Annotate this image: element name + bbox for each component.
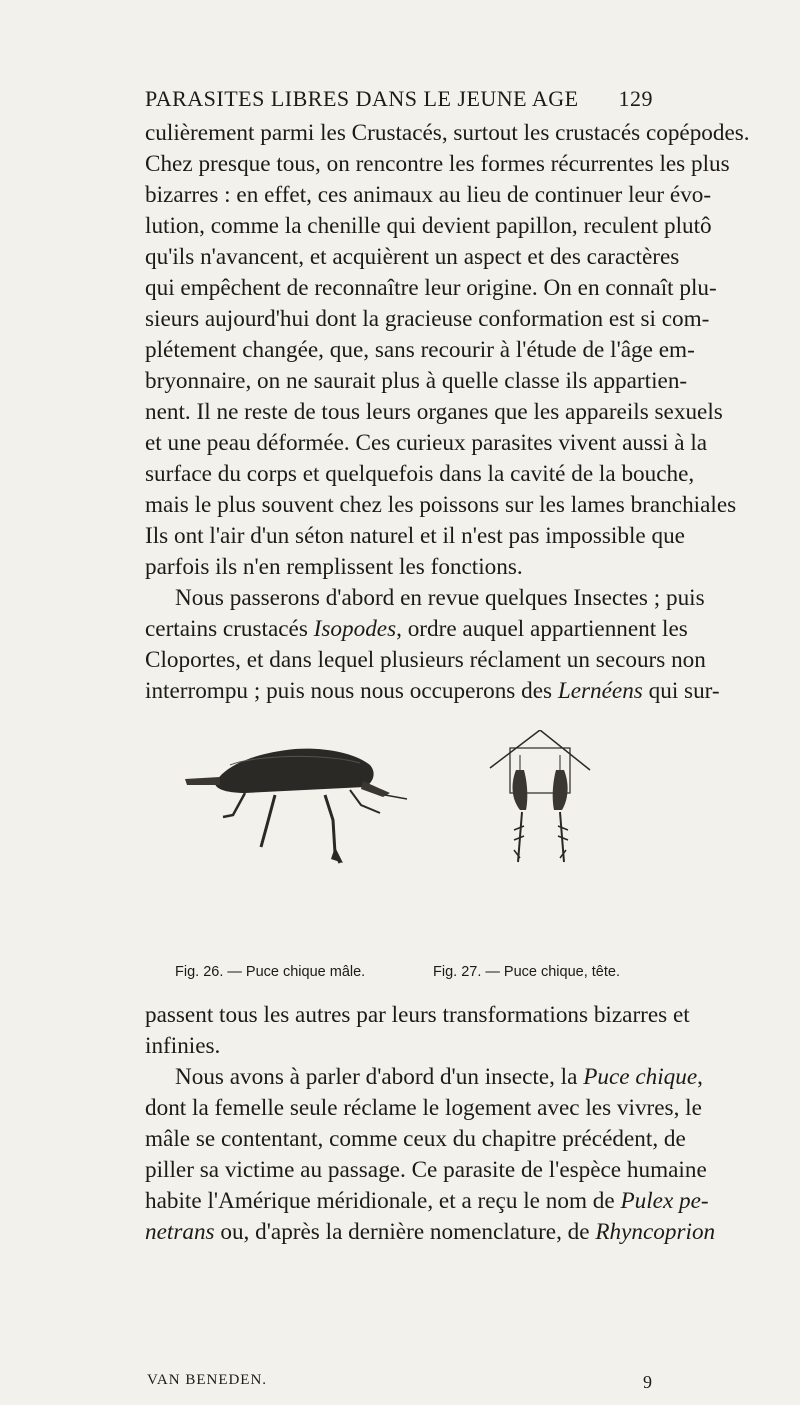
italic-term: Lernéens — [557, 678, 643, 704]
text-line: lution, comme la chenille qui devient papillon, reculent plutô — [145, 213, 712, 239]
page-number: 129 — [618, 86, 653, 111]
text-line: Nous passerons d'abord en revue quelques Insectes ; puis — [175, 585, 705, 611]
text-line: nent. Il ne reste de tous leurs organes que les appareils sexuels — [145, 399, 723, 425]
figure-27-flea-head — [480, 730, 600, 865]
text-line: mâle se contentant, comme ceux du chapitre précédent, de — [145, 1126, 686, 1152]
page-footer — [145, 1372, 653, 1396]
flea-head-illustration — [480, 730, 600, 865]
text-run: interrompu ; puis nous nous occuperons des — [145, 678, 558, 704]
text-line: Cloportes, et dans lequel plusieurs réclament un secours non — [145, 647, 706, 673]
text-run: habite l'Amérique méridionale, et a reçu le nom de — [145, 1188, 621, 1214]
text-line: qu'ils n'avancent, et acquièrent un aspect et des caractères — [145, 244, 680, 270]
text-line: plétement changée, que, sans recourir à l'étude de l'âge em- — [145, 337, 695, 363]
text-line: bizarres : en effet, ces animaux au lieu de continuer leur évo- — [145, 182, 712, 208]
text-line — [145, 614, 688, 645]
text-line: infinies. — [145, 1033, 221, 1059]
italic-term: Isopodes — [313, 616, 397, 642]
text-line: piller sa victime au passage. Ce parasite de l'espèce humaine — [145, 1157, 707, 1183]
text-line: culièrement parmi les Crustacés, surtout les crustacés copépodes. — [145, 120, 750, 146]
text-run: , — [697, 1064, 703, 1090]
text-line: passent tous les autres par leurs transformations bizarres et — [145, 1002, 690, 1028]
body-text-top — [145, 118, 750, 707]
text-line: parfois ils n'en remplissent les fonctions. — [145, 554, 523, 580]
text-line — [145, 1186, 709, 1217]
text-run: qui sur- — [642, 678, 720, 704]
body-text-bottom — [145, 1000, 716, 1248]
page-header — [145, 86, 653, 116]
figures-area — [145, 730, 653, 990]
running-title: PARASITES LIBRES DANS LE JEUNE AGE — [145, 86, 579, 111]
sheet-number: 9 — [643, 1372, 653, 1392]
text-line: qui empêchent de reconnaître leur origine. On en connaît plu- — [145, 275, 717, 301]
text-run: ou, d'après la dernière nomenclature, de — [214, 1219, 596, 1245]
italic-term: Rhyncoprion — [595, 1219, 716, 1245]
italic-term: Puce chique — [583, 1064, 698, 1090]
text-line: sieurs aujourd'hui dont la gracieuse conformation est si com- — [145, 306, 710, 332]
text-run: , ordre auquel appartiennent les — [396, 616, 688, 642]
figure-26-flea-male — [185, 735, 410, 865]
text-run: certains crustacés — [145, 616, 314, 642]
figure-27-caption: Fig. 27. — Puce chique, tête. — [433, 964, 620, 980]
flea-male-illustration — [185, 735, 410, 865]
text-line: dont la femelle seule réclame le logement avec les vivres, le — [145, 1095, 702, 1121]
text-line — [145, 1217, 716, 1248]
text-line — [145, 676, 720, 707]
text-line: surface du corps et quelquefois dans la cavité de la bouche, — [145, 461, 695, 487]
figure-26-caption: Fig. 26. — Puce chique mâle. — [175, 964, 366, 980]
text-run: Nous avons à parler d'abord d'un insecte, la — [175, 1064, 584, 1090]
text-line: mais le plus souvent chez les poissons sur les lames branchiales — [145, 492, 737, 518]
italic-term: netrans — [145, 1219, 215, 1245]
text-line — [145, 1062, 703, 1093]
text-line: bryonnaire, on ne saurait plus à quelle classe ils appartien- — [145, 368, 688, 394]
text-line: Chez presque tous, on rencontre les formes récurrentes les plus — [145, 151, 730, 177]
signature-mark: VAN BENEDEN. — [147, 1372, 268, 1388]
italic-term: Pulex pe- — [620, 1188, 709, 1214]
text-line: et une peau déformée. Ces curieux parasites vivent aussi à la — [145, 430, 708, 456]
text-line: Ils ont l'air d'un séton naturel et il n'est pas impossible que — [145, 523, 685, 549]
